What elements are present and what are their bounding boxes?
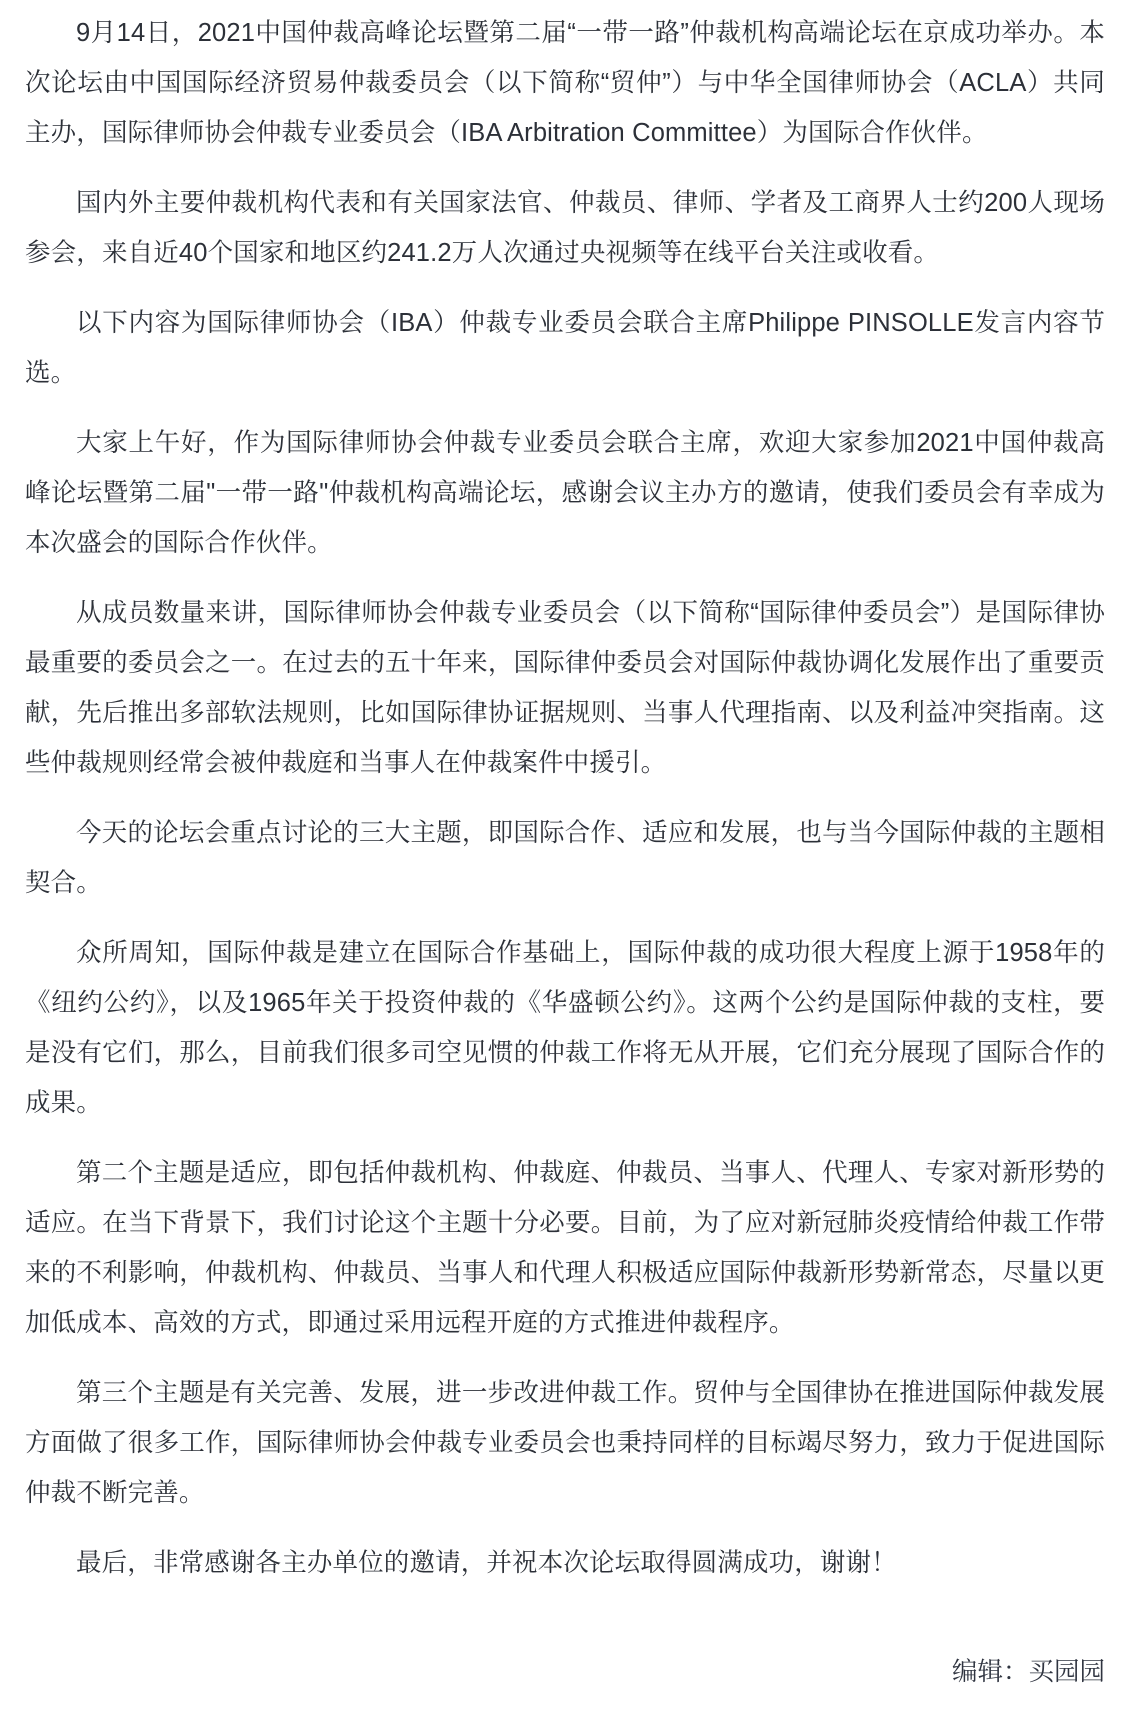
article-body xyxy=(25,0,1105,1588)
paragraph: 第三个主题是有关完善、发展，进一步改进仲裁工作。贸仲与全国律协在推进国际仲裁发展方面做了很多工作，国际律师协会仲裁专业委员会也秉持同样的目标竭尽努力，致力于促进国际仲裁不断完善。 xyxy=(25,1379,1105,1507)
editor-credit: 编辑：买园园 xyxy=(951,1658,1105,1686)
paragraph: 第二个主题是适应，即包括仲裁机构、仲裁庭、仲裁员、当事人、代理人、专家对新形势的适应。在当下背景下，我们讨论这个主题十分必要。目前，为了应对新冠肺炎疫情给仲裁工作带来的不利影响，仲裁机构、仲裁员、当事人和代理人积极适应国际仲裁新形势新常态，尽量以更加低成本、高效的方式，即通过采用远程开庭的方式推进仲裁程序。 xyxy=(25,1159,1105,1337)
paragraph: 今天的论坛会重点讨论的三大主题，即国际合作、适应和发展，也与当今国际仲裁的主题相契合。 xyxy=(25,819,1105,897)
paragraph: 以下内容为国际律师协会（IBA）仲裁专业委员会联合主席Philippe PINSOLLE发言内容节选。 xyxy=(25,309,1105,387)
paragraph: 国内外主要仲裁机构代表和有关国家法官、仲裁员、律师、学者及工商界人士约200人现场参会，来自近40个国家和地区约241.2万人次通过央视频等在线平台关注或收看。 xyxy=(25,189,1105,267)
paragraph: 9月14日，2021中国仲裁高峰论坛暨第二届“一带一路”仲裁机构高端论坛在京成功举办。本次论坛由中国国际经济贸易仲裁委员会（以下简称“贸仲”）与中华全国律师协会（ACLA）共同主办，国际律师协会仲裁专业委员会（IBA Arbitration Committee）为国际合作伙伴。 xyxy=(25,19,1105,147)
paragraph: 众所周知，国际仲裁是建立在国际合作基础上，国际仲裁的成功很大程度上源于1958年的《纽约公约》，以及1965年关于投资仲裁的《华盛顿公约》。这两个公约是国际仲裁的支柱，要是没有它们，那么，目前我们很多司空见惯的仲裁工作将无从开展，它们充分展现了国际合作的成果。 xyxy=(25,939,1105,1117)
paragraph: 大家上午好，作为国际律师协会仲裁专业委员会联合主席，欢迎大家参加2021中国仲裁高峰论坛暨第二届"一带一路"仲裁机构高端论坛，感谢会议主办方的邀请，使我们委员会有幸成为本次盛会的国际合作伙伴。 xyxy=(25,429,1105,557)
paragraph: 从成员数量来讲，国际律师协会仲裁专业委员会（以下简称“国际律仲委员会”）是国际律协最重要的委员会之一。在过去的五十年来，国际律仲委员会对国际仲裁协调化发展作出了重要贡献，先后推出多部软法规则，比如国际律协证据规则、当事人代理指南、以及利益冲突指南。这些仲裁规则经常会被仲裁庭和当事人在仲裁案件中援引。 xyxy=(25,599,1105,777)
paragraph: 最后，非常感谢各主办单位的邀请，并祝本次论坛取得圆满成功，谢谢！ xyxy=(76,1549,897,1577)
